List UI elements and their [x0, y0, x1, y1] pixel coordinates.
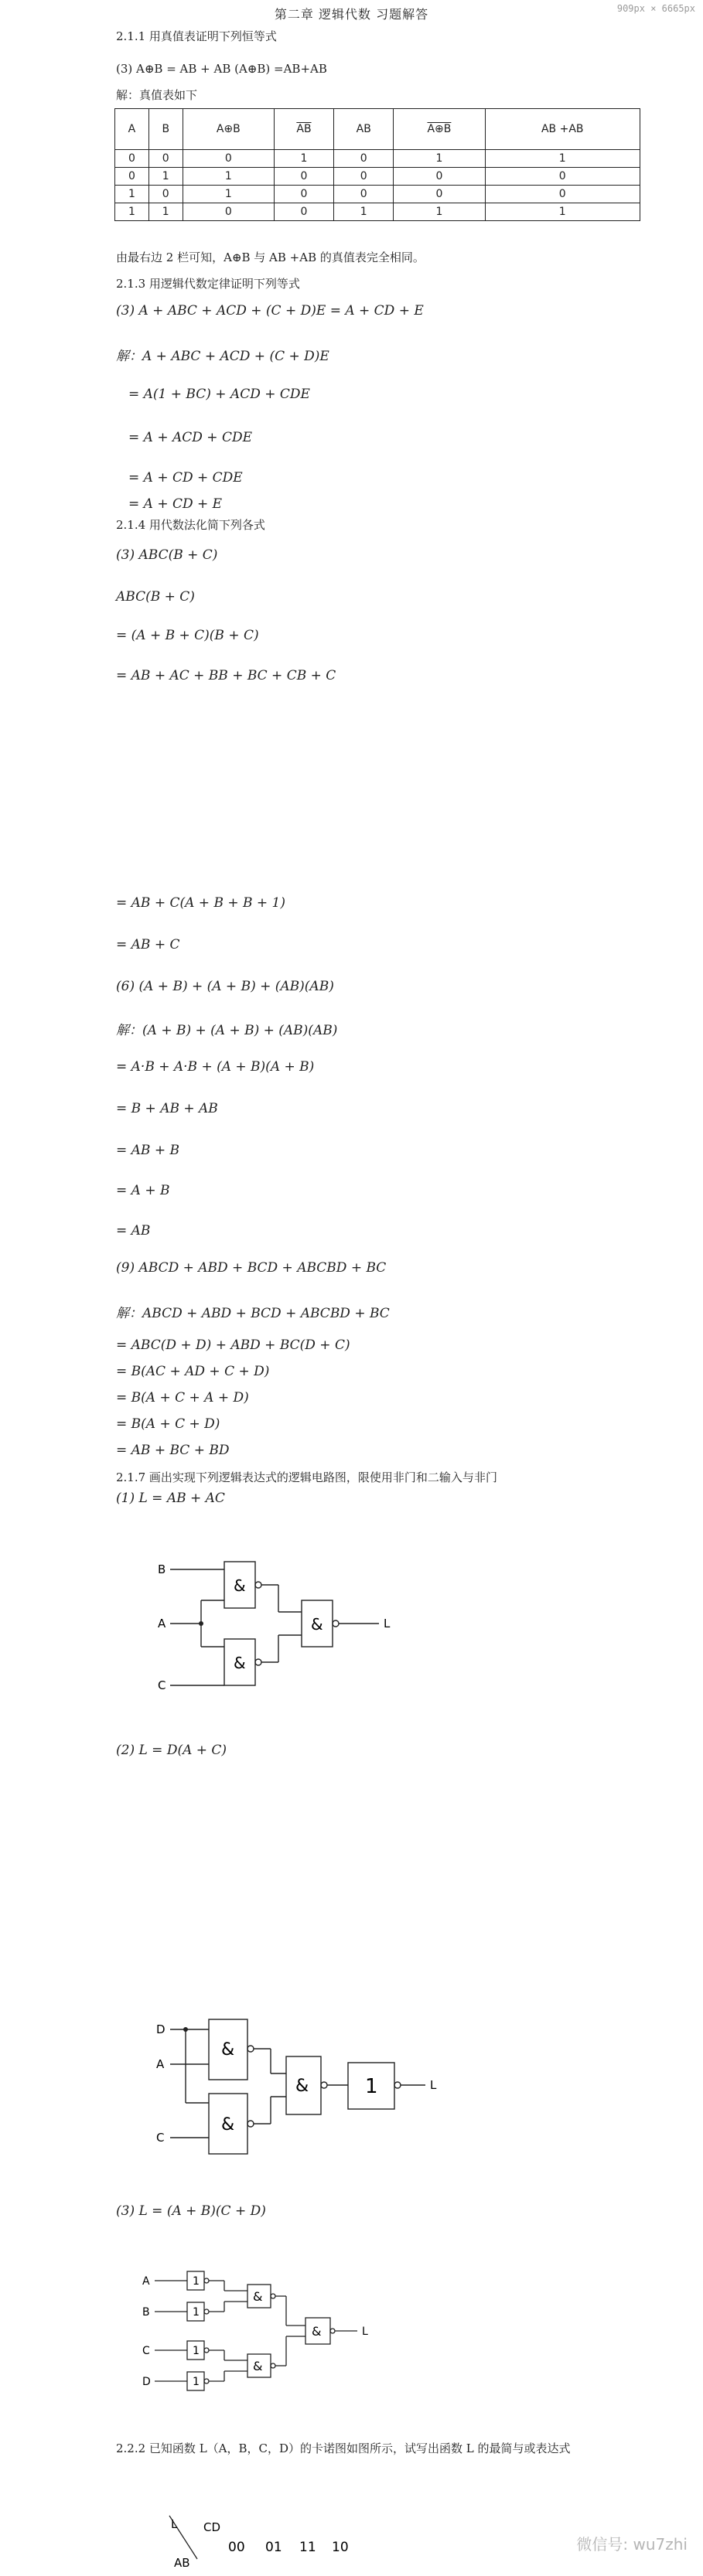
kmap-column-header: 00: [228, 2540, 245, 2555]
table-cell: 1: [183, 168, 274, 186]
problem-2-1-3-3: (3) A + ABC + ACD + (C + D)E = A + CD + E: [116, 303, 424, 319]
circuit-diagram-3: [139, 2265, 418, 2397]
input-label: B: [142, 2306, 150, 2319]
image-size-badge: 909px × 6665px: [616, 3, 695, 14]
nand-gate-label: &: [221, 2040, 235, 2060]
table-cell: 0: [485, 186, 640, 203]
table-cell: 0: [148, 150, 183, 168]
not-gate-label: 1: [193, 2345, 200, 2357]
table-cell: 0: [115, 150, 149, 168]
problem-2-1-4-3: (3) ABC(B + C): [116, 547, 218, 563]
proof-step: = A + CD + E: [128, 496, 223, 512]
table-cell: 0: [183, 150, 274, 168]
truth-table: [114, 108, 640, 221]
table-cell: 1: [485, 203, 640, 221]
table-cell: 0: [394, 168, 485, 186]
junction-dot: [199, 1621, 203, 1626]
kmap-column-variables: CD: [203, 2520, 221, 2534]
nand-gate-label: &: [234, 1576, 246, 1595]
table-cell: 0: [183, 203, 274, 221]
not-gate-label: 1: [193, 2376, 200, 2388]
proof-step: = A + CD + CDE: [128, 470, 243, 486]
simplify-step: = B(A + C + D): [116, 1416, 220, 1432]
simplify-step: = (A + B + C)(B + C): [116, 628, 259, 643]
table-cell: 1: [115, 203, 149, 221]
proof-step: 解：A + ABC + ACD + (C + D)E: [116, 349, 329, 364]
kmap-output-label: L: [171, 2517, 178, 2531]
nand-gate-label: &: [253, 2359, 263, 2373]
simplify-step: 解：ABCD + ABD + BCD + ABCBD + BC: [116, 1306, 390, 1321]
table-cell: 1: [183, 186, 274, 203]
simplify-step: ABC(B + C): [116, 589, 195, 605]
circuit-diagram-1: [147, 1546, 425, 1701]
not-gate-label: 1: [365, 2075, 378, 2098]
simplify-step: = B + AB + AB: [116, 1101, 218, 1116]
table-row: [115, 203, 640, 221]
table-cell: 0: [148, 186, 183, 203]
section-2-1-4-heading: 2.1.4 用代数法化简下列各式: [116, 518, 265, 532]
table-cell: 1: [148, 168, 183, 186]
simplify-step: = A·B + A·B + (A + B)(A + B): [116, 1059, 315, 1075]
input-label: A: [156, 2057, 165, 2071]
simplify-step: = AB: [116, 1223, 151, 1239]
simplify-step: = ABC(D + D) + ABD + BC(D + C): [116, 1337, 350, 1353]
output-label: L: [430, 2078, 437, 2092]
table-cell: 1: [394, 203, 485, 221]
input-label: D: [142, 2376, 151, 2388]
output-label: L: [362, 2326, 368, 2338]
table-cell: 0: [274, 168, 333, 186]
nand-gate-label: &: [234, 1654, 246, 1672]
problem-2-1-1-3: (3) A⊕B = AB + AB (A⊕B) =AB+AB: [116, 62, 327, 76]
simplify-step: = AB + AC + BB + BC + CB + C: [116, 668, 336, 683]
table-cell: 1: [394, 150, 485, 168]
table-cell: 0: [334, 168, 394, 186]
col-header: $\overline{AB}$: [274, 109, 333, 150]
problem-2-1-7-1: (1) L = AB + AC: [116, 1491, 225, 1506]
kmap-column-header: 10: [332, 2540, 349, 2555]
circuit-diagram-2: [147, 2010, 472, 2157]
output-label: L: [384, 1617, 391, 1630]
col-header: A⊕B: [394, 109, 485, 150]
input-label: A: [158, 1617, 166, 1630]
table-cell: 0: [485, 168, 640, 186]
nand-gate-label: &: [312, 2324, 322, 2339]
simplify-step: = B(AC + AD + C + D): [116, 1364, 270, 1379]
nand-gate-label: &: [295, 2077, 309, 2096]
page-title: 第二章 逻辑代数 习题解答: [274, 7, 429, 22]
kmap-column-header: 11: [299, 2540, 316, 2555]
section-2-1-7-heading: 2.1.7 画出实现下列逻辑表达式的逻辑电路图，限使用非门和二输入与非门: [116, 1470, 497, 1484]
input-label: C: [142, 2345, 150, 2357]
simplify-step: = AB + C: [116, 937, 180, 952]
section-2-1-1-heading: 2.1.1 用真值表证明下列恒等式: [116, 29, 277, 43]
proof-step: = A + ACD + CDE: [128, 430, 252, 445]
karnaugh-map-header: [166, 2510, 367, 2571]
table-cell: 1: [334, 203, 394, 221]
table-cell: 0: [334, 150, 394, 168]
simplify-step: = AB + B: [116, 1143, 179, 1158]
solution-label: 解：真值表如下: [116, 88, 198, 102]
problem-2-1-4-9: (9) ABCD + ABD + BCD + ABCBD + BC: [116, 1260, 387, 1276]
table-row: [115, 186, 640, 203]
not-gate-label: 1: [193, 2275, 200, 2288]
section-2-2-2-heading: 2.2.2 已知函数 L（A，B，C，D）的卡诺图如图所示，试写出函数 L 的最简与或表达式: [116, 2441, 571, 2455]
junction-dot: [183, 2027, 188, 2032]
not-gate-label: 1: [193, 2306, 200, 2319]
problem-2-1-4-6: (6) (A + B) + (A + B) + (AB)(AB): [116, 979, 334, 994]
col-header: A: [115, 109, 149, 150]
truth-table-header-row: [115, 109, 640, 150]
col-header: AB +AB: [485, 109, 640, 150]
simplify-step: = B(A + C + A + D): [116, 1390, 249, 1406]
table-cell: 1: [274, 150, 333, 168]
kmap-column-header: 01: [265, 2540, 282, 2555]
input-label: A: [142, 2275, 150, 2288]
input-label: C: [158, 1678, 166, 1692]
simplify-step: = AB + BC + BD: [116, 1443, 230, 1458]
table-cell: 0: [274, 203, 333, 221]
table-cell: 0: [394, 186, 485, 203]
table-cell: 1: [115, 186, 149, 203]
nand-gate-label: &: [253, 2289, 263, 2304]
col-header: A⊕B: [183, 109, 274, 150]
simplify-step: 解：(A + B) + (A + B) + (AB)(AB): [116, 1023, 338, 1038]
input-label: D: [156, 2022, 166, 2036]
kmap-row-variables: AB: [174, 2556, 190, 2570]
col-header: B: [148, 109, 183, 150]
proof-step: = A(1 + BC) + ACD + CDE: [128, 387, 310, 402]
table-row: [115, 150, 640, 168]
nand-gate-label: &: [311, 1615, 323, 1634]
problem-2-1-7-3: (3) L = (A + B)(C + D): [116, 2203, 266, 2219]
table-cell: 1: [485, 150, 640, 168]
wechat-watermark: 微信号: wu7zhi: [576, 2535, 688, 2554]
problem-2-1-7-2: (2) L = D(A + C): [116, 1743, 227, 1758]
input-label: B: [158, 1562, 166, 1576]
nand-gate-label: &: [221, 2115, 235, 2135]
simplify-step: = A + B: [116, 1183, 170, 1198]
table-cell: 0: [334, 186, 394, 203]
table-row: [115, 168, 640, 186]
table-cell: 0: [115, 168, 149, 186]
input-label: C: [156, 2131, 165, 2145]
table-cell: 0: [274, 186, 333, 203]
truth-table-conclusion: 由最右边 2 栏可知，A⊕B 与 AB +AB 的真值表完全相同。: [116, 250, 425, 264]
section-2-1-3-heading: 2.1.3 用逻辑代数定律证明下列等式: [116, 277, 300, 291]
col-header: AB: [334, 109, 394, 150]
table-cell: 1: [148, 203, 183, 221]
simplify-step: = AB + C(A + B + B + 1): [116, 895, 285, 911]
